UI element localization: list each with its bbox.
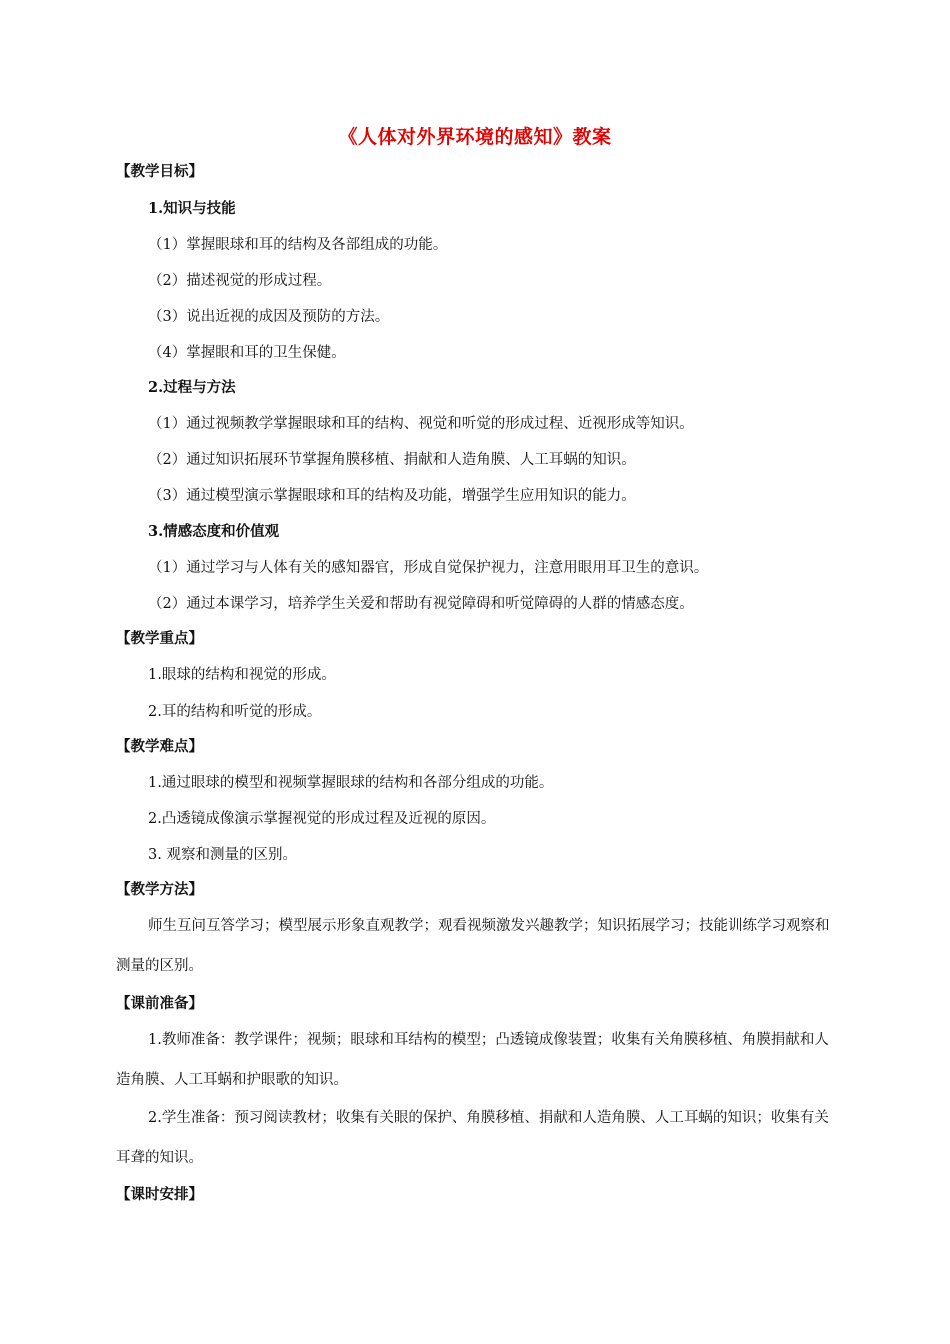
list-item: （1）通过视频教学掌握眼球和耳的结构、视觉和听觉的形成过程、近视形成等知识。	[148, 416, 694, 432]
list-item: 3. 观察和测量的区别。	[148, 847, 297, 863]
subheading-knowledge: 1.知识与技能	[148, 200, 236, 217]
list-item: （1）通过学习与人体有关的感知器官，形成自觉保护视力，注意用眼用耳卫生的意识。	[148, 560, 709, 576]
list-item: 1.通过眼球的模型和视频掌握眼球的结构和各部分组成的功能。	[148, 775, 554, 791]
list-item: 2.耳的结构和听觉的形成。	[148, 704, 322, 720]
document-title: 《人体对外界环境的感知》教案	[338, 126, 612, 148]
subheading-process: 2.过程与方法	[148, 379, 236, 396]
section-heading-methods: 【教学方法】	[116, 881, 203, 898]
section-heading-goals: 【教学目标】	[116, 163, 203, 180]
list-item: （2）描述视觉的形成过程。	[148, 273, 332, 289]
section-heading-difficulties: 【教学难点】	[116, 738, 203, 755]
list-item: （2）通过知识拓展环节掌握角膜移植、捐献和人造角膜、人工耳蜗的知识。	[148, 452, 636, 468]
list-item: （3）说出近视的成因及预防的方法。	[148, 309, 390, 325]
methods-paragraph: 师生互问互答学习；模型展示形象直观教学；观看视频激发兴趣教学；知识拓展学习；技能训练学习观察和测量的区别。	[116, 918, 830, 974]
subheading-emotion: 3.情感态度和价值观	[148, 523, 280, 540]
student-preparation-paragraph: 2.学生准备：预习阅读教材；收集有关眼的保护、角膜移植、捐献和人造角膜、人工耳蜗的知识；收集有关耳聋的知识。	[116, 1110, 829, 1166]
list-item: （2）通过本课学习，培养学生关爱和帮助有视觉障碍和听觉障碍的人群的情感态度。	[148, 596, 694, 612]
section-heading-preparation: 【课前准备】	[116, 995, 203, 1012]
list-item: （4）掌握眼和耳的卫生保健。	[148, 345, 346, 361]
section-heading-key-points: 【教学重点】	[116, 630, 203, 647]
list-item: （3）通过模型演示掌握眼球和耳的结构及功能，增强学生应用知识的能力。	[148, 488, 636, 504]
list-item: 1.眼球的结构和视觉的形成。	[148, 667, 336, 683]
section-heading-schedule: 【课时安排】	[116, 1186, 203, 1203]
list-item: 2.凸透镜成像演示掌握视觉的形成过程及近视的原因。	[148, 811, 496, 827]
list-item: （1）掌握眼球和耳的结构及各部组成的功能。	[148, 237, 448, 253]
teacher-preparation-paragraph: 1.教师准备：教学课件；视频；眼球和耳结构的模型；凸透镜成像装置；收集有关角膜移植、角膜捐献和人造角膜、人工耳蜗和护眼歌的知识。	[116, 1032, 829, 1088]
